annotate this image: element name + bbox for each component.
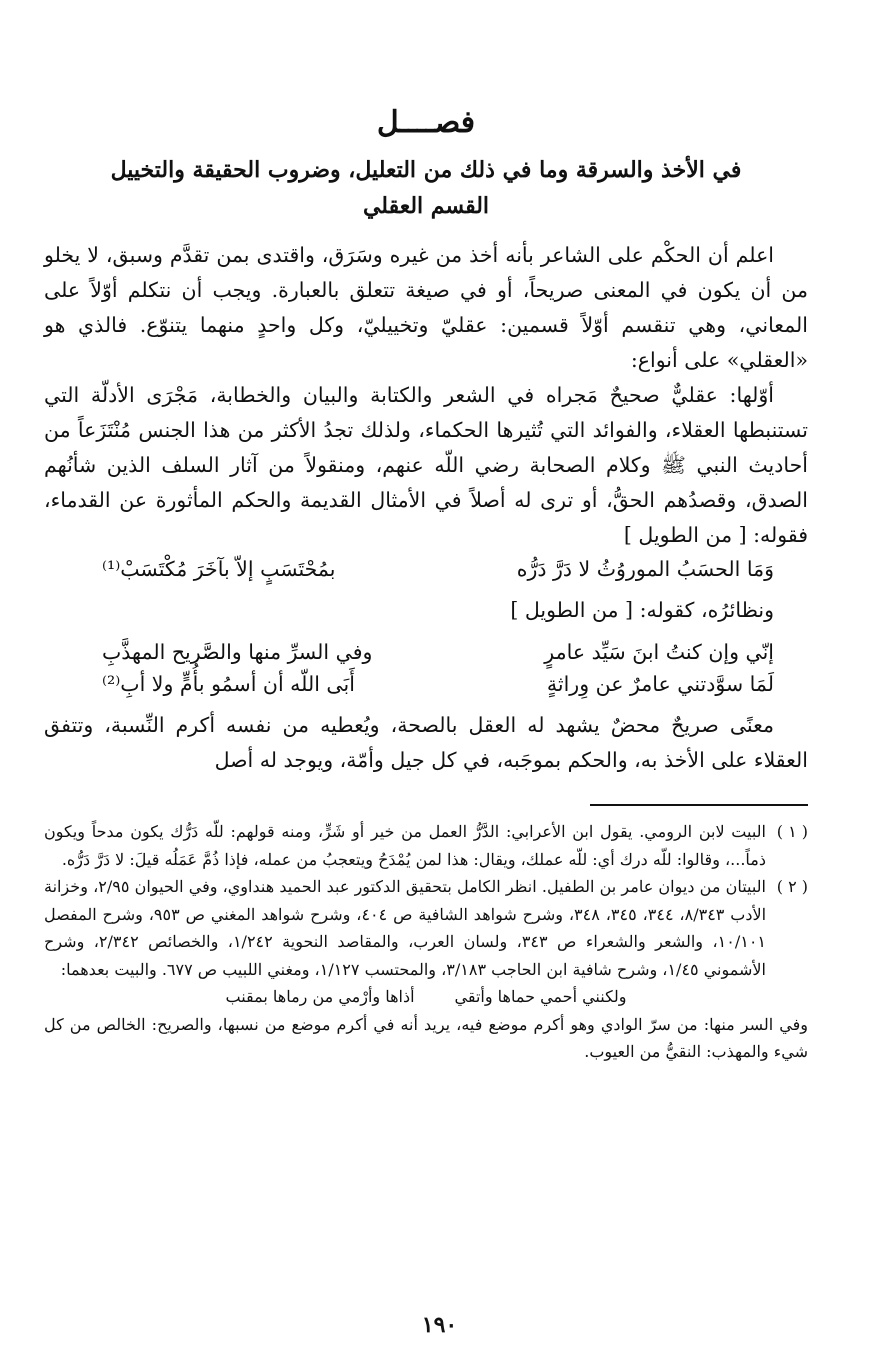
verse-hemistich-second: أَبَى اللّه أن أسمُو بأُمٍّ ولا أبِ⁽²⁾	[102, 672, 355, 696]
footnote-text: البيتان من ديوان عامر بن الطفيل. انظر الكامل بتحقيق الدكتور عبد الحميد هنداوي، وفي الحيوان ٢/٩٥، وخزانة الأدب ٨/٣٤٣، ٣٤٤، ٣٤٥، ٣٤٨، وشرح شواهد الشافية ص ٤٠٤، وشرح شواهد المغني ص ٩٥٣، وشرح المفصل ١٠/١٠١، والشعر والشعراء ص ٣٤٣، ولسان العرب، والمقاصد النحوية ١/٢٤٢، والخصائص ٢/٣٤٢، وشرح الأشموني ١/٤٥، وشرح شافية ابن الحاجب ٣/١٨٣، والمحتسب ١/١٢٧، ومغني اللبيب ص ٦٧٧. والبيت بعدهما:	[44, 877, 767, 979]
footnote	[44, 818, 808, 873]
footnote-divider	[590, 804, 808, 806]
footnote-number: ( ٢ )	[776, 877, 808, 896]
footnote-verse	[44, 983, 808, 1011]
footnote	[44, 873, 808, 983]
verse-line	[44, 636, 808, 668]
footnote-continuation: وفي السر منها: من سرّ الوادي وهو أكرم موضع فيه، يريد أنه في أكرم موضع من نسبها، والصريح: الخالص من كل شيء والمهذب: النقيُّ من العيوب.	[44, 1014, 808, 1061]
paragraph-nazair: ونظائرُه، كقوله: [ من الطويل ]	[510, 598, 774, 622]
verse-hemistich-first: لَمَا سوَّدتني عامرٌ عن وِراثةٍ	[546, 672, 774, 696]
paragraph-first-type: أوّلها: عقليٌّ صحيحٌ مَجراه في الشعر والكتابة والبيان والخطابة، مَجْرَى الأدلّة التي تستنبطها العقلاء، والفوائد التي تُثيرها الحكماء، ولذلك تجدُ الأكثر من هذا الجنس مُنْتَزَعاً من أحاديث النبي ﷺ وكلام الصحابة رضي اللّه عنهم، ومنقولاً من آثار السلف الذين شأنُهم الصدق، وقصدُهم الحقُّ، أو ترى له أصلاً في الأمثال القديمة والحكم المأثورة عن القدماء، فقوله: [ من الطويل ]	[44, 383, 808, 547]
page-body	[44, 100, 808, 1066]
verse-hemistich-first: ولكنني أحمي حماها وأتقي	[454, 987, 627, 1006]
verse-hemistich-first: وَمَا الحسَبُ الموروُثُ لا دَرَّ دَرُّه	[516, 557, 774, 581]
footnote-number: ( ١ )	[776, 822, 808, 841]
paragraph-meaning: معنًى صريحٌ محضٌ يشهد له العقل بالصحة، ويُعطيه من نفسه أكرم النِّسبة، وتتفق العقلاء على الأخذ به، والحكم بموجَبه، في كل جيل وأمّة، ويوجد له أصل	[44, 713, 808, 772]
verse-line	[44, 668, 808, 700]
verse-hemistich-second: بمُحْتَسَبٍ إلاّ بآخَرَ مُكْتَسَبْ⁽¹⁾	[102, 557, 336, 581]
verse-hemistich-second: أذاها وأرْمي من رماها بمقنب	[225, 987, 415, 1006]
section-subheading: القسم العقلي	[362, 193, 490, 219]
chapter-subheading: في الأخذ والسرقة وما في ذلك من التعليل، وضروب الحقيقة والتخييل	[110, 157, 742, 183]
page-number: ١٩٠	[421, 1312, 458, 1338]
verse-hemistich-first: إنّي وإن كنتُ ابنَ سَيِّد عامرٍ	[544, 640, 774, 664]
verse-line	[44, 553, 808, 585]
footnote-text: البيت لابن الرومي. يقول ابن الأعرابي: الدَّرُّ العمل من خير أو شَرٍّ، ومنه قولهم: للّه دَرُّك يكون مدحاً ويكون ذماً...، وقالوا: للّه درك أي: للّه عملك، ويقال: هذا لمن يُمْدَحُ ويتعجبُ من عمله، فإذا ذُمَّ عَمَلُه قيلَ: لا دَرَّ دَرُّه.	[44, 822, 766, 869]
paragraph-intro: اعلم أن الحكْم على الشاعر بأنه أخذ من غيره وسَرَق، واقتدى بمن تقدَّم وسبق، لا يخلو من أن يكون في المعنى صريحاً، أو في صيغة تتعلق بالعبارة. ويجب أن نتكلم أوّلاً على المعاني، وهي تنقسم أوّلاً قسمين: عقليّ وتخييليّ، وكل واحدٍ منهما يتنوّع. فالذي هو «العقلي» على أنواع:	[44, 243, 808, 372]
verse-hemistich-second: وفي السرِّ منها والصَّريح المهذَّبِ	[102, 640, 373, 664]
chapter-heading: فصــــل	[376, 105, 476, 140]
